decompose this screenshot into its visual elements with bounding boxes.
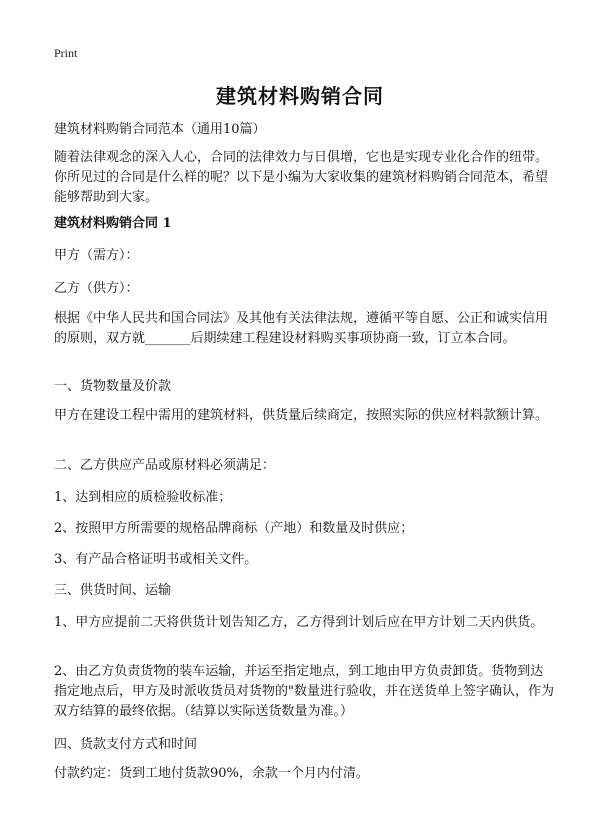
party-a-line: 甲方（需方）： <box>54 248 139 263</box>
party-b-line: 乙方（供方）： <box>54 281 139 296</box>
intro-paragraph: 随着法律观念的深入人心，合同的法律效力与日俱增，它也是实现专业化合作的纽带。你所见过的合同是什么样的呢？以下是小编为大家收集的建筑材料购销合同范本，希望能够帮助到大家。 <box>54 150 549 205</box>
clause-2-item-2: 2、按照甲方所需要的规格品牌商标（产地）和数量及时供应； <box>54 521 414 536</box>
clause-3-title: 三、供货时间、运输 <box>54 583 172 598</box>
preamble-paragraph: 根据《中华人民共和国合同法》及其他有关法律法规，遵循平等自愿、公正和诚实信用的原则，双方就_______后期续建工程建设材料购买事项协商一致，订立本合同。 <box>54 311 549 346</box>
clause-3-item-1: 1、甲方应提前二天将供货计划告知乙方，乙方得到计划后应在甲方计划二天内供货。 <box>54 615 544 630</box>
clause-4-body: 付款约定：货到工地付货款90%，余款一个月内付清。 <box>54 766 369 781</box>
clause-2-item-3: 3、有产品合格证明书或相关文件。 <box>54 552 258 567</box>
clause-1-title: 一、货物数量及价款 <box>54 379 172 394</box>
section-title: 建筑材料购销合同 1 <box>54 216 172 231</box>
clause-3-item-2: 2、由乙方负责货物的装车运输，并运至指定地点，到工地由甲方负责卸货。货物到达指定地点后，甲方及时派收货员对货物的"数量进行验收，并在送货单上签字确认，作为双方结算的最终依据。（结算以实际送货数量为准。） <box>54 664 554 719</box>
document-subtitle: 建筑材料购销合同范本（通用10篇） <box>54 122 266 137</box>
document-title: 建筑材料购销合同 <box>216 84 384 108</box>
clause-4-title: 四、货款支付方式和时间 <box>54 737 198 752</box>
clause-2-item-1: 1、达到相应的质检验收标准； <box>54 490 232 505</box>
print-link[interactable]: Print <box>54 46 78 60</box>
clause-2-title: 二、乙方供应产品或原材料必须满足： <box>54 458 276 473</box>
clause-1-body: 甲方在建设工程中需用的建筑材料，供货量后续商定，按照实际的供应材料款额计算。 <box>54 408 549 423</box>
